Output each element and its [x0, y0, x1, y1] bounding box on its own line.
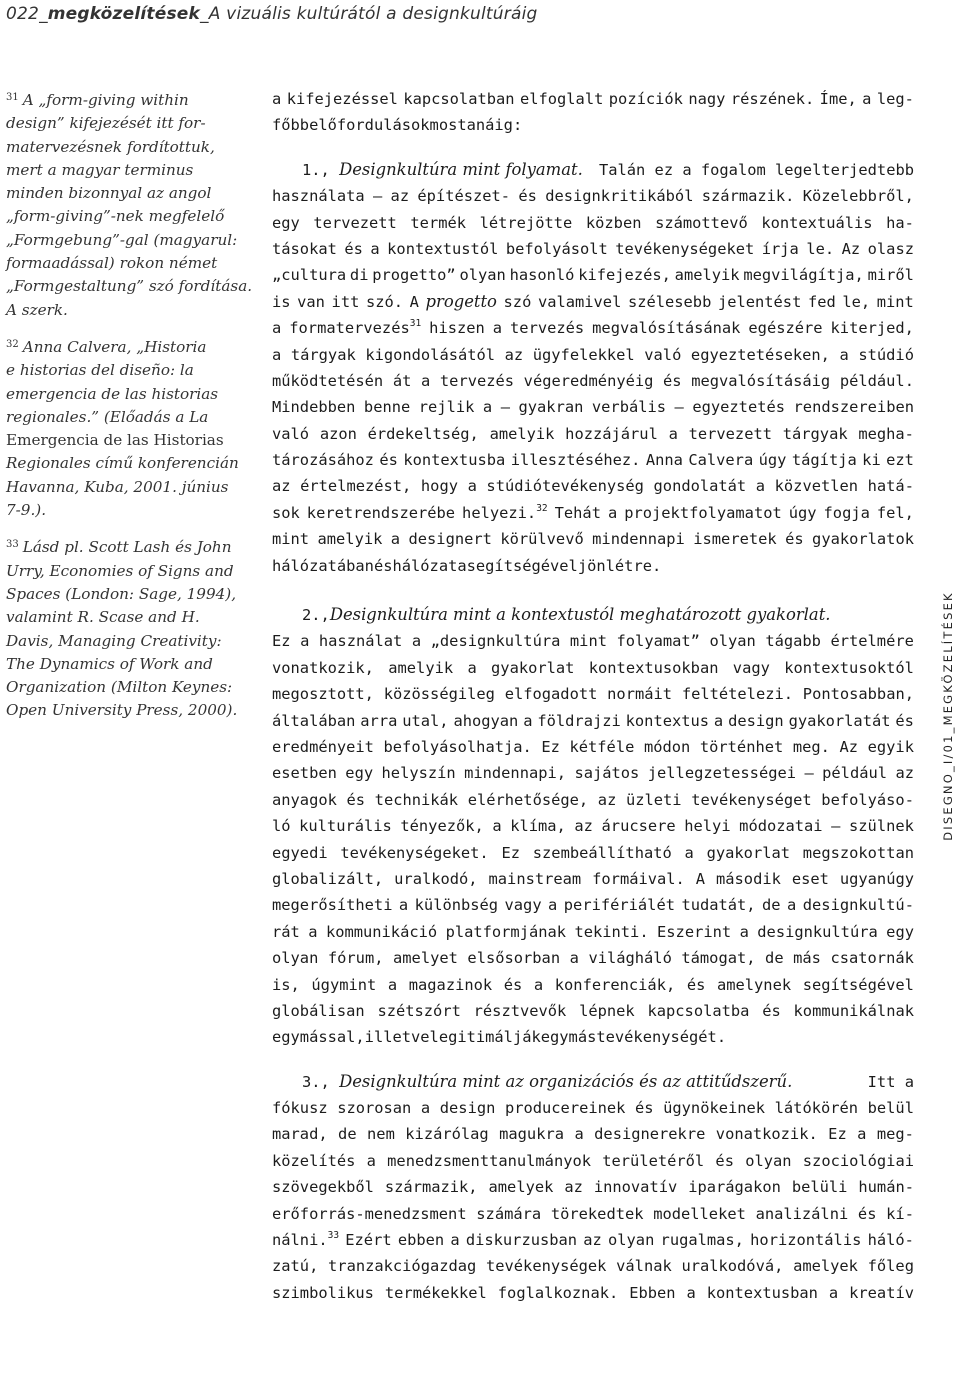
body-line: a formatervezés$^{31}$ hiszen a tervezés megvalósításának egészére kiterjed,	[272, 318, 914, 338]
body-line: eredményeit befolyásolhatja. Ez kétféle módon történhet meg. Az egyik	[272, 737, 914, 756]
body-line: marad, de nem kizárólag magukra a designerekre vonatkozik. Ez a meg-	[272, 1125, 914, 1144]
body-line: Ez a használat a „designkultúra mint folyamat” olyan tágabb értelmére	[272, 632, 914, 651]
footnote-line: Open University Press, 2000).	[6, 701, 238, 720]
body-line: a kifejezéssel kapcsolatban elfoglalt pozíciók nagy részének. Íme, a leg-	[272, 90, 914, 108]
spacer	[272, 139, 914, 157]
footnote-line: mert a magyar terminus	[6, 160, 194, 179]
body-line: általában arra utal, ahogyan a földrajzi kontextus a design gyakorlatát és	[272, 711, 914, 730]
body-line: Mindebben benne rejlik a — gyakran verbális — egyeztetés rendszereiben	[272, 398, 914, 417]
body-line: szövegekből származik, amelyek az innovatív iparágakon belüli humán-	[272, 1178, 914, 1197]
body-line: megerősítheti a különbség vagy a perifériálét tudatát, de a designkultú-	[272, 896, 914, 915]
footnote-32	[6, 333, 254, 522]
spacer	[272, 579, 914, 602]
body-line: egy tervezett termék létrejötte közben számottevő kontextuális ha-	[272, 213, 914, 232]
body-line: anyagok és technikák elérhetősége, az üzleti tevékenységet befolyáso-	[272, 790, 914, 809]
body-line: nálni.$^{33}$ Ezért ebben a diskurzusban az olyan rugalmas, horizontális háló-	[272, 1230, 914, 1250]
section-title: Designkultúra mint folyamat.	[339, 159, 583, 179]
body-line: fókusz szorosan a design producereinek és ügynökeinek látókörén belül	[272, 1099, 914, 1118]
footnote-number: 33	[6, 539, 19, 551]
section-title: Designkultúra mint a kontextustól meghatározott gyakorlat.	[329, 605, 831, 625]
section-number: 2.,	[302, 606, 330, 625]
body-line: mint amelyik a designert körülvevő mindennapi ismeretek és gyakorlatok	[272, 530, 914, 549]
main-text-column	[272, 86, 914, 1306]
footnote-number: 31	[6, 92, 19, 103]
body-line: „cultura di progetto” olyan hasonló kifejezés, amelyik megvilágítja, miről	[272, 266, 914, 285]
chapter-title: A vizuális kultúrától a designkultúráig	[208, 4, 538, 24]
body-line: működtetésén át a tervezés végeredményéig és megvalósításáig például.	[272, 371, 914, 390]
body-line: is van itt szó. A progetto szó valamivel szélesebb jelentést fed le, mint	[272, 291, 914, 311]
section-1-heading-line: 1., Designkultúra mint folyamat. Talán ez a fogalom legelterjedtebb	[302, 159, 914, 179]
section-3-heading-line: 3., Designkultúra mint az organizációs és az attitűdszerű. Itt a	[302, 1071, 914, 1091]
footnote-line: formaadással) rokon német	[6, 254, 218, 273]
footnote-line: Davis, Managing Creativity:	[6, 631, 222, 650]
footnote-line: valamint R. Scase and H.	[6, 608, 200, 627]
section-number: 3.,	[302, 1072, 330, 1091]
footnote-line: e historias del diseño: la	[6, 361, 194, 380]
body-line: egymással, illetve legitimálják egymás tevékenységét.	[272, 1028, 727, 1047]
footnote-line: Organization (Milton Keynes:	[6, 678, 233, 697]
footnote-line: „Formgebung”-gal (magyarul:	[6, 230, 238, 249]
vertical-journal-label: DISEGNO_I/01_MEGKÖZELÍTÉSEK	[941, 591, 955, 841]
footnote-line: Spaces (London: Sage, 1994),	[6, 584, 237, 603]
page-number: 022	[6, 4, 40, 24]
body-line: ló kulturális tényezők, a klíma, az árucsere helyi módozatai — szülnek	[272, 817, 914, 836]
body-line: a tárgyak kigondolásától az ügyfelekkel való egyeztetéseken, a stúdió	[272, 345, 914, 364]
body-line: globalizált, uralkodó, mainstream formáival. A második eset ugyanúgy	[272, 869, 914, 888]
footnote-line: A szerk.	[6, 300, 68, 319]
body-line: főbb előfordulások mostanáig:	[272, 116, 523, 135]
body-line: egyedi tevékenységeket. Ez szembeállítható a gyakorlat megszokottan	[272, 843, 914, 862]
body-line: globálisan szétszórt résztvevők lépnek kapcsolatba és kommunikálnak	[272, 1001, 914, 1020]
footnote-33	[6, 533, 254, 722]
body-line: az értelmezést, hogy a stúdiótevékenység gondolatát a közvetlen hatá-	[272, 477, 914, 496]
footnote-31	[6, 86, 254, 322]
section-number: 1.,	[302, 160, 330, 179]
body-line: való azon érdekeltség, amelyik hozzájárul a tervezett tárgyak megha-	[272, 424, 914, 443]
footnote-line: regionales.” (Előadás a La	[6, 407, 209, 426]
footnote-number: 32	[6, 338, 19, 350]
body-line: hálózatában és hálózata segítségével jön létre.	[272, 556, 662, 575]
running-header: 022_megközelítések_A vizuális kultúrától a designkultúráig	[6, 4, 538, 24]
body-line: zatú, tranzakciógazdag tevékenységek válnak uralkodóvá, amelyek főleg	[272, 1257, 914, 1276]
footnote-line: $^{32}$ Anna Calvera, „Historia	[6, 337, 207, 356]
spacer	[272, 1051, 914, 1069]
section-2-heading-line	[272, 602, 914, 628]
footnote-line: Urry, Economies of Signs and	[6, 561, 234, 580]
footnote-line: 7-9.).	[6, 501, 47, 520]
footnote-line: design” kifejezését itt for-	[6, 114, 206, 133]
footnote-line: „Formgestaltung” szó fordítása.	[6, 277, 253, 296]
body-line: olyan fórum, amelyet elsősorban a világháló támogat, de más csatornák	[272, 949, 914, 968]
body-line: közelítés a menedzsmenttanulmányok területéről és olyan szociológiai	[272, 1151, 914, 1170]
body-line: szimbolikus termékekkel foglalkoznak. Ebben a kontextusban a kreatív	[272, 1283, 914, 1302]
body-line: használata — az építészet- és designkritikából származik. Közelebbről,	[272, 187, 914, 206]
footnote-line: „form-giving”-nek megfelelő	[6, 207, 225, 226]
body-line: vonatkozik, amelyik a gyakorlat kontextusokban vagy kontextusoktól	[272, 658, 914, 677]
body-line: sok keretrendszerébe helyezi.$^{32}$ Tehát a projektfolyamatot úgy fogja fel,	[272, 502, 914, 522]
footnote-line: Havanna, Kuba, 2001. június	[6, 477, 229, 496]
footnote-line: minden bizonnyal az angol	[6, 184, 212, 203]
footnote-line: Emergencia de las Historias	[6, 431, 224, 450]
footnote-line: Regionales című konferencián	[6, 454, 239, 473]
footnote-line: matervezésnek fordítottuk,	[6, 137, 215, 156]
footnote-column	[6, 86, 254, 734]
body-line: megosztott, közösségileg elfogadott normáit feltételezi. Pontosabban,	[272, 685, 914, 704]
footnote-line: emergencia de las historias	[6, 384, 219, 403]
body-line: tározásához és kontextusba illesztéséhez. Anna Calvera úgy tágítja ki ezt	[272, 451, 914, 470]
body-line: is, úgymint a magazinok és a konferenciák, és amelynek segítségével	[272, 975, 914, 994]
section-name: megközelítések	[47, 4, 201, 24]
footnote-line: $^{33}$ Lásd pl. Scott Lash és John	[6, 538, 232, 557]
section-title: Designkultúra mint az organizációs és az attitűdszerű.	[339, 1071, 793, 1091]
body-line: erőforrás-menedzsment számára törekedtek modelleket analizálni és kí-	[272, 1204, 914, 1223]
footnote-line: $^{31}$ A „form-giving within	[6, 91, 189, 109]
body-line: tásokat és a kontextustól befolyásolt tevékenységeket írja le. Az olasz	[272, 239, 914, 258]
footnote-line: The Dynamics of Work and	[6, 654, 213, 673]
body-line: rát a kommunikáció platformjának tekinti. Eszerint a designkultúra egy	[272, 922, 914, 941]
body-line: esetben egy helyszín mindennapi, sajátos jellegzetességei — például az	[272, 764, 914, 783]
